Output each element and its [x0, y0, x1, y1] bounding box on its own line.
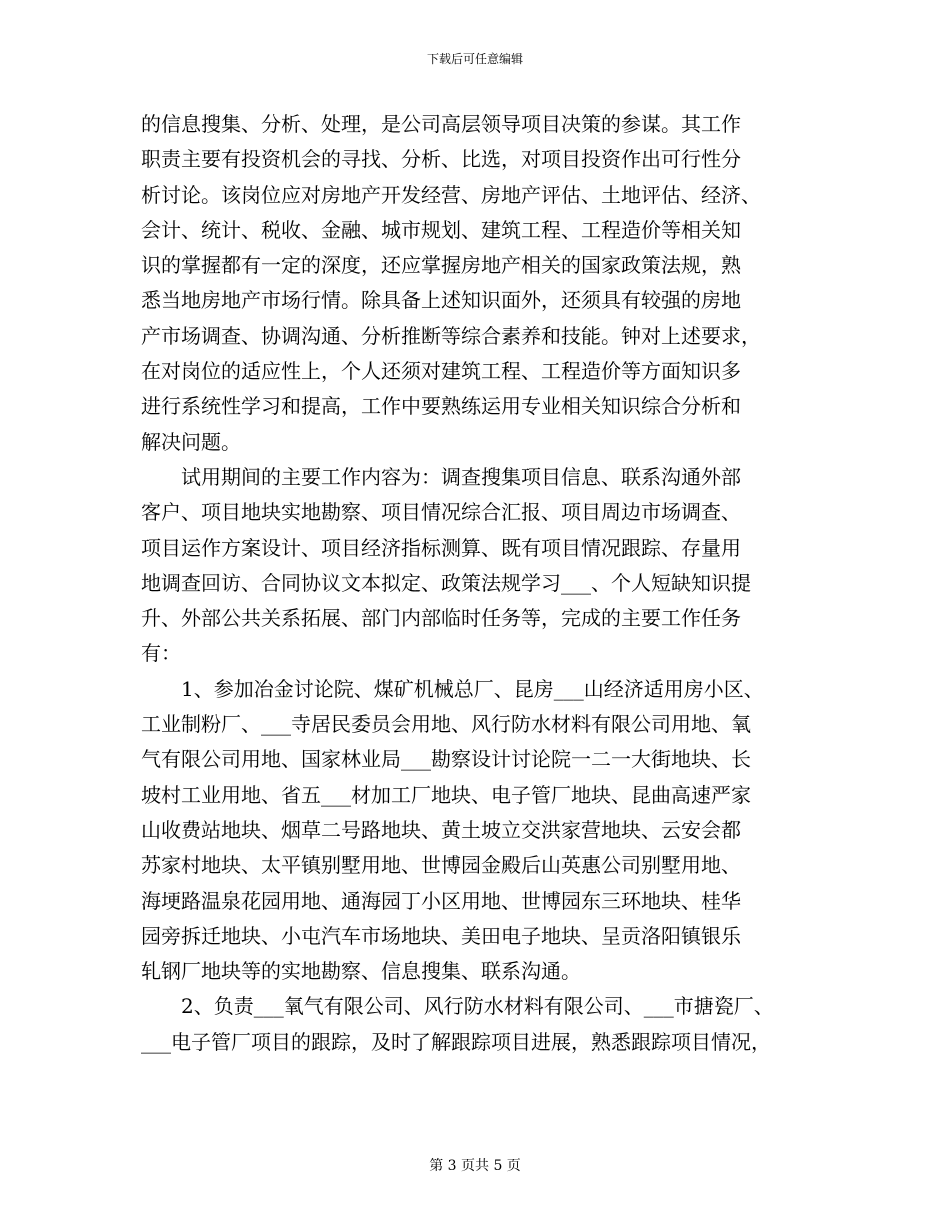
text-line: 轧钢厂地块等的实地勘察、信息搜集、联系沟通。	[141, 959, 581, 984]
text-line: 坡村工业用地、省五___材加工厂地块、电子管厂地块、昆曲高速严家	[141, 782, 751, 807]
page-footer: 第 3 页共 5 页	[429, 1158, 521, 1174]
text-line: 进行系统性学习和提高，工作中要熟练运用专业相关知识综合分析和	[141, 394, 741, 419]
text-line: 解决问题。	[141, 429, 241, 454]
text-line: 在对岗位的适应性上，个人还须对建筑工程、工程造价等方面知识多	[141, 359, 741, 384]
text-line: 1、参加冶金讨论院、煤矿机械总厂、昆房___山经济适用房小区、	[141, 676, 764, 701]
text-line: 析讨论。该岗位应对房地产开发经营、房地产评估、土地评估、经济、	[141, 182, 761, 207]
text-line: 海埂路温泉花园用地、通海园丁小区用地、世博园东三环地块、桂华	[141, 888, 741, 913]
body-text	[141, 107, 841, 1060]
text-line: 的信息搜集、分析、处理，是公司高层领导项目决策的参谋。其工作	[141, 112, 741, 136]
text-line: 项目运作方案设计、项目经济指标测算、既有项目情况跟踪、存量用	[141, 535, 741, 560]
text-line: 客户、项目地块实地勘察、项目情况综合汇报、项目周边市场调查、	[141, 500, 741, 525]
text-line: 升、外部公共关系拓展、部门内部临时任务等，完成的主要工作任务	[141, 606, 741, 631]
text-line: 职责主要有投资机会的寻找、分析、比选，对项目投资作出可行性分	[141, 147, 741, 172]
text-line: 识的掌握都有一定的深度，还应掌握房地产相关的国家政策法规，熟	[141, 253, 741, 278]
text-line: 苏家村地块、太平镇别墅用地、世博园金殿后山英惠公司别墅用地、	[141, 853, 741, 878]
text-line: 悉当地房地产市场行情。除具备上述知识面外，还须具有较强的房地	[141, 288, 741, 313]
text-line: 园旁拆迁地块、小屯汽车市场地块、美田电子地块、呈贡洛阳镇银乐	[141, 923, 741, 948]
text-line: 产市场调查、协调沟通、分析推断等综合素养和技能。钟对上述要求，	[141, 323, 761, 348]
text-line: 气有限公司用地、国家林业局___勘察设计讨论院一二一大街地块、长	[141, 747, 751, 772]
page-header: 下载后可任意编辑	[426, 52, 523, 66]
text-line: ___电子管厂项目的跟踪，及时了解跟踪项目进展，熟悉跟踪项目情况，	[141, 1029, 771, 1054]
text-line: 有：	[141, 641, 181, 666]
text-line: 山收费站地块、烟草二号路地块、黄土坡立交洪家营地块、云安会都	[141, 817, 741, 842]
text-line: 试用期间的主要工作内容为：调查搜集项目信息、联系沟通外部	[141, 464, 741, 489]
text-line: 地调查回访、合同协议文本拟定、政策法规学习___、个人短缺知识提	[141, 570, 751, 595]
text-line: 2、负责___氧气有限公司、风行防水材料有限公司、___市搪瓷厂、	[141, 994, 774, 1019]
text-line: 会计、统计、税收、金融、城市规划、建筑工程、工程造价等相关知	[141, 217, 741, 242]
text-line: 工业制粉厂、___寺居民委员会用地、风行防水材料有限公司用地、氧	[141, 712, 751, 737]
